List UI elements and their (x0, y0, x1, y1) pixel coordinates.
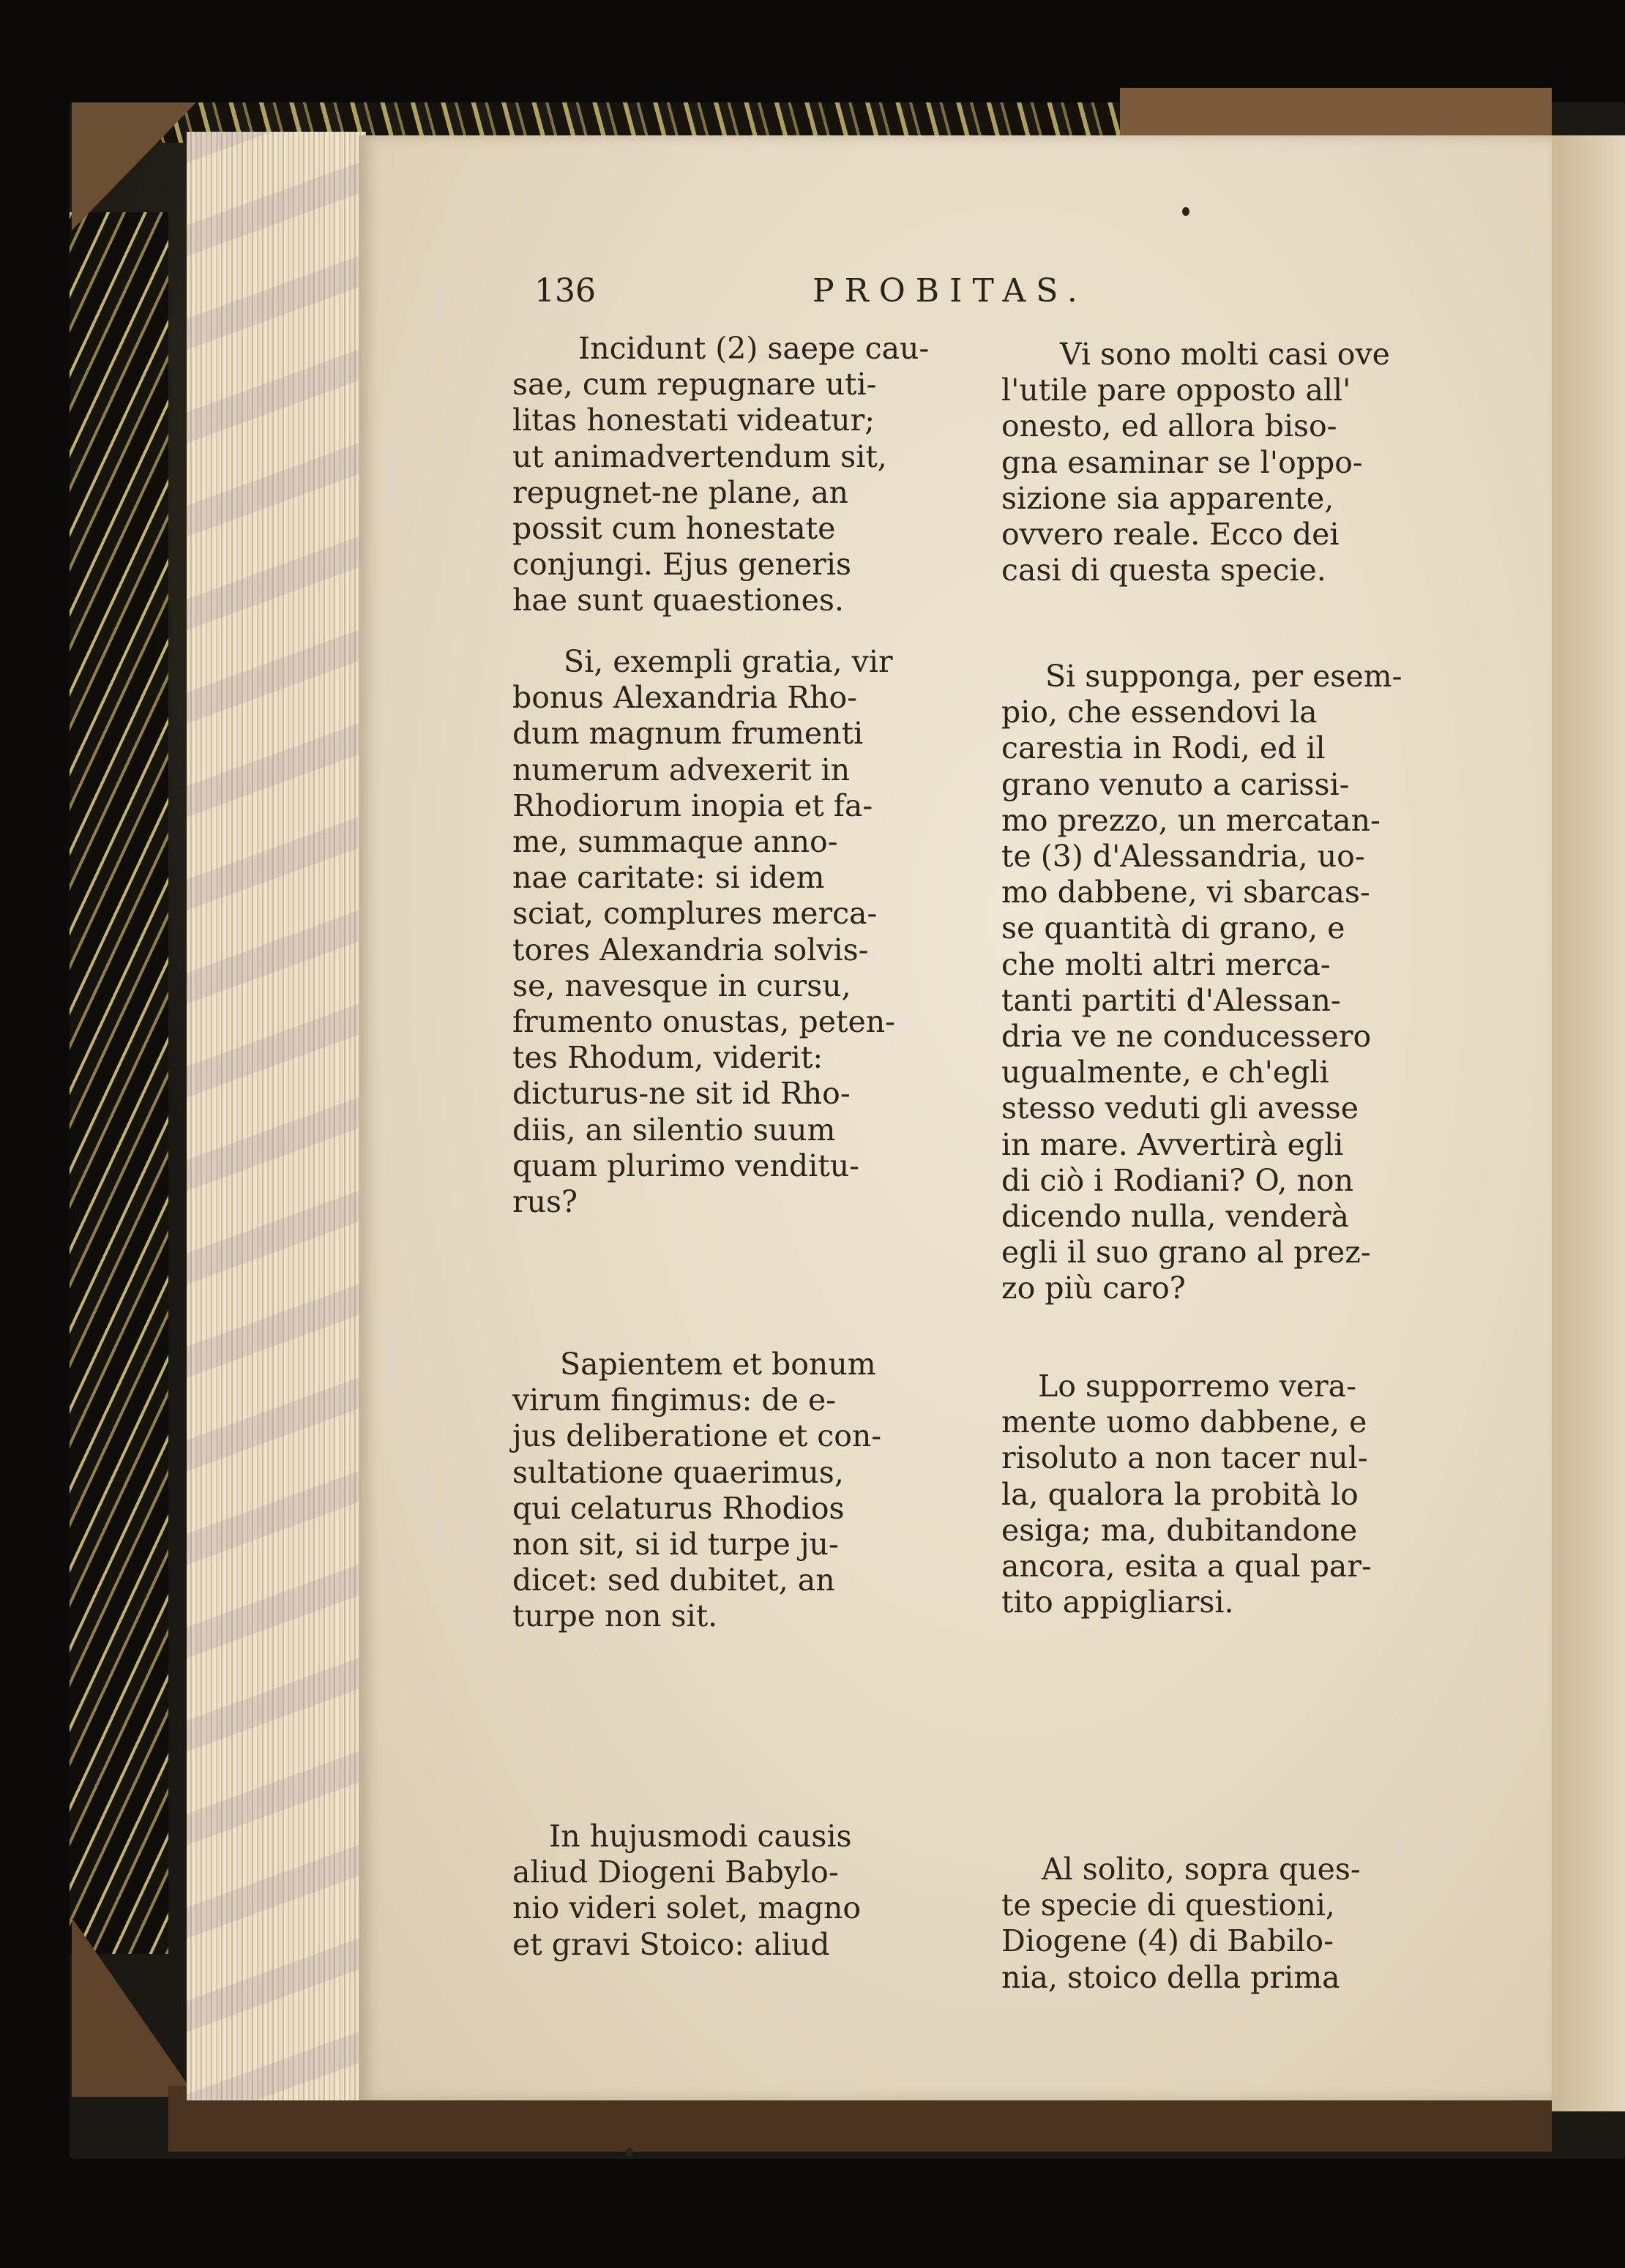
latin-line: diis, an silentio suum (512, 1112, 836, 1148)
running-title: PROBITAS. (812, 272, 1088, 310)
latin-line: ut animadvertendum sit, (512, 438, 887, 474)
latin-line: In hujusmodi causis (549, 1819, 852, 1854)
latin-line: sultatione quaerimus, (512, 1454, 844, 1490)
italian-line: in mare. Avvertirà egli (1001, 1126, 1344, 1162)
latin-line: tes Rhodum, viderit: (512, 1040, 823, 1076)
italian-line: ugualmente, e ch'egli (1001, 1055, 1329, 1090)
italian-paragraph-1 (1001, 337, 1470, 588)
italian-paragraph-4 (1001, 1852, 1470, 1996)
latin-line: quam plurimo venditu- (512, 1148, 860, 1183)
latin-line: turpe non sit. (512, 1598, 718, 1634)
italian-line: esiga; ma, dubitandone (1001, 1512, 1358, 1548)
latin-line: rus? (512, 1184, 578, 1220)
latin-line: frumento onustas, peten- (512, 1004, 895, 1040)
latin-line: et gravi Stoico: aliud (512, 1926, 830, 1962)
latin-paragraph-1 (512, 331, 981, 619)
italian-line: mente uomo dabbene, e (1001, 1404, 1367, 1440)
latin-line: virum fingimus: de e- (512, 1382, 837, 1418)
italian-line: tanti partiti d'Alessan- (1001, 982, 1341, 1018)
italian-line: nia, stoico della prima (1001, 1959, 1340, 1995)
italian-line: mo prezzo, un mercatan- (1001, 802, 1381, 838)
italian-line: l'utile pare opposto all' (1001, 373, 1351, 408)
italian-line: pio, che essendovi la (1001, 695, 1318, 730)
italian-line: risoluto a non tacer nul- (1001, 1440, 1368, 1476)
italian-line: te (3) d'Alessandria, uo- (1001, 839, 1365, 875)
latin-line: nio videri solet, magno (512, 1890, 862, 1926)
latin-paragraph-4 (512, 1819, 981, 1963)
latin-line: tores Alexandria solvis- (512, 932, 869, 968)
italian-line: di ciò i Rodiani? O, non (1001, 1162, 1353, 1198)
page-stack-edges (187, 132, 366, 2100)
latin-line: aliud Diogeni Babylo- (512, 1855, 839, 1890)
page-header (0, 272, 1625, 316)
latin-paragraph-2 (512, 644, 981, 1220)
latin-line: se, navesque in cursu, (512, 968, 851, 1003)
italian-line: dicendo nulla, venderà (1001, 1199, 1349, 1235)
italian-line: Si supponga, per esem- (1045, 659, 1402, 694)
italian-line: la, qualora la probità lo (1001, 1476, 1359, 1512)
latin-line: sciat, complures merca- (512, 896, 878, 932)
italian-line: stesso veduti gli avesse (1001, 1090, 1359, 1126)
page-number: 136 (534, 272, 596, 310)
italian-paragraph-3 (1001, 1369, 1470, 1620)
italian-line: gna esaminar se l'oppo- (1001, 444, 1363, 480)
latin-line: sae, cum repugnare uti- (512, 367, 877, 403)
latin-line: numerum advexerit in (512, 752, 851, 787)
latin-line: me, summaque anno- (512, 824, 838, 860)
latin-line: nae caritate: si idem (512, 860, 825, 896)
latin-line: Sapientem et bonum (560, 1347, 876, 1382)
italian-line: sizione sia apparente, (1001, 480, 1334, 516)
italian-paragraph-2 (1001, 659, 1470, 1307)
italian-line: ovvero reale. Ecco dei (1001, 517, 1340, 553)
next-page-edge (1552, 135, 1625, 2111)
italian-line: tito appigliarsi. (1001, 1584, 1234, 1620)
latin-line: bonus Alexandria Rho- (512, 680, 858, 716)
italian-line: se quantità di grano, e (1001, 910, 1345, 946)
latin-line: dum magnum frumenti (512, 716, 864, 752)
italian-line: onesto, ed allora biso- (1001, 408, 1337, 444)
italian-line: ancora, esita a qual par- (1001, 1549, 1372, 1584)
latin-line: qui celaturus Rhodios (512, 1490, 845, 1526)
ink-dot (626, 2148, 633, 2157)
latin-line: jus deliberatione et con- (512, 1418, 882, 1454)
ink-dot (1182, 207, 1189, 216)
italian-line: Vi sono molti casi ove (1060, 337, 1390, 372)
italian-line: mo dabbene, vi sbarcas- (1001, 875, 1370, 910)
latin-line: Incidunt (2) saepe cau- (578, 331, 930, 366)
latin-line: repugnet-ne plane, an (512, 474, 848, 510)
latin-line: conjungi. Ejus generis (512, 547, 852, 583)
latin-line: possit cum honestate (512, 511, 836, 547)
italian-line: te specie di questioni, (1001, 1887, 1335, 1923)
latin-line: hae sunt quaestiones. (512, 583, 844, 618)
marbled-edge-side (70, 212, 168, 1954)
italian-line: che molti altri merca- (1001, 946, 1331, 982)
italian-line: Al solito, sopra ques- (1042, 1852, 1361, 1887)
italian-line: grano venuto a carissi- (1001, 766, 1350, 802)
italian-line: casi di questa specie. (1001, 553, 1326, 588)
latin-line: Si, exempli gratia, vir (564, 644, 893, 679)
italian-line: dria ve ne conducessero (1001, 1019, 1372, 1055)
latin-line: non sit, si id turpe ju- (512, 1527, 839, 1562)
italian-line: Lo supporremo vera- (1038, 1369, 1356, 1404)
italian-line: Diogene (4) di Babilo- (1001, 1923, 1334, 1959)
italian-line: zo più caro? (1001, 1270, 1186, 1306)
latin-line: litas honestati videatur; (512, 403, 875, 438)
latin-paragraph-3 (512, 1347, 981, 1635)
leather-strip-top (1120, 88, 1552, 143)
latin-line: dicet: sed dubitet, an (512, 1562, 835, 1598)
italian-line: carestia in Rodi, ed il (1001, 730, 1326, 766)
latin-line: dicturus-ne sit id Rho- (512, 1076, 851, 1112)
latin-line: Rhodiorum inopia et fa- (512, 787, 873, 823)
italian-line: egli il suo grano al prez- (1001, 1235, 1371, 1270)
